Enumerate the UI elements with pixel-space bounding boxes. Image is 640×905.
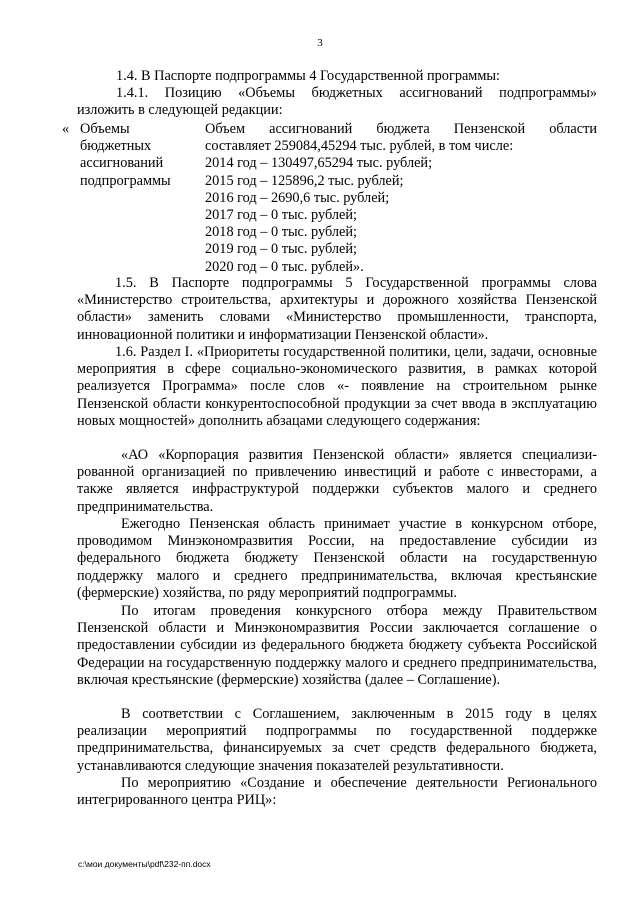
paragraph-1-4: 1.4. В Паспорте подпрограммы 4 Государственной программы:	[116, 68, 500, 84]
paragraph-ric-measure: По мероприятию «Создание и обеспечение деятельности Регионального интегрированного центра РИЦ»:	[77, 775, 597, 809]
page-number: 3	[317, 37, 323, 49]
value-line: составляет 259084,45294 тыс. рублей, в том числе:	[205, 138, 514, 155]
label-line: ассигнований	[80, 155, 164, 172]
opening-quote: «	[62, 121, 70, 137]
paragraph-1-4-1-line2: изложить в следующей редакции:	[77, 102, 283, 118]
table-value-cell	[205, 121, 597, 276]
label-line: бюджетных	[80, 138, 152, 155]
paragraph-corporation: «АО «Корпорация развития Пензенской области» является специализи-рованной организацией по привлечению инвестиций и работе с инвесторами, а также является инфраструктурой поддержки субъектов малого и среднего предпринимательства.	[77, 447, 597, 515]
label-line: подпрограммы	[80, 172, 171, 189]
value-line: 2017 год – 0 тыс. рублей;	[205, 207, 357, 224]
table-label-cell	[80, 121, 192, 190]
paragraph-1-4-1-line1: 1.4.1. Позицию «Объемы бюджетных ассигнований подпрограммы»	[116, 85, 597, 101]
footer-file-path: c:\мои документы\pdf\232-пп.docx	[78, 859, 211, 869]
value-line: Объем ассигнований бюджета Пензенской области	[205, 121, 597, 137]
paragraph-annual-selection: Ежегодно Пензенская область принимает участие в конкурсном отборе, проводимом Минэкономразвития России, на предоставление субсидии из федерального бюджета бюджету Пензенской области на государственную поддержку малого и среднего предпринимательства, включая крестьянские (фермерские) хозяйства, по ряду мероприятий подпрограммы.	[77, 516, 597, 601]
value-line: 2015 год – 125896,2 тыс. рублей;	[205, 172, 404, 189]
value-line: 2016 год – 2690,6 тыс. рублей;	[205, 189, 390, 206]
label-line: Объемы	[80, 121, 130, 137]
value-line: 2018 год – 0 тыс. рублей;	[205, 224, 357, 241]
paragraph-agreement: В соответствии с Соглашением, заключенным в 2015 году в целях реализации мероприятий подпрограммы по государственной поддержке предпринимательства, финансируемых за счет средств федерального бюджета, устанавливаются следующие значения показателей результативности.	[77, 706, 597, 774]
value-line: 2020 год – 0 тыс. рублей».	[205, 258, 364, 275]
paragraph-1-6: 1.6. Раздел I. «Приоритеты государственной политики, цели, задачи, основные мероприятия в сфере социально-экономического развития, в рамках которой реализуется Программа» после слов «- появление на строительном рынке Пензенской области конкурентоспособной продукции за счет ввода в эксплуатацию новых мощностей» дополнить абзацами следующего содержания:	[77, 344, 597, 429]
value-line: 2014 год – 130497,65294 тыс. рублей;	[205, 155, 433, 172]
paragraph-selection-results: По итогам проведения конкурсного отбора между Правительством Пензенской области и Минэкономразвития России заключается соглашение о предоставлении субсидии из федерального бюджета бюджету субъекта Российской Федерации на государственную поддержку малого и среднего предпринимательства, включая крестьянские (фермерские) хозяйства (далее – Соглашение).	[77, 603, 597, 688]
value-line: 2019 год – 0 тыс. рублей;	[205, 241, 357, 258]
paragraph-1-5: 1.5. В Паспорте подпрограммы 5 Государственной программы слова «Министерство строительства, архитектуры и дорожного хозяйства Пензенской области» заменить словами «Министерство промышленности, транспорта, инновационной политики и информатизации Пензенской области».	[77, 275, 597, 343]
